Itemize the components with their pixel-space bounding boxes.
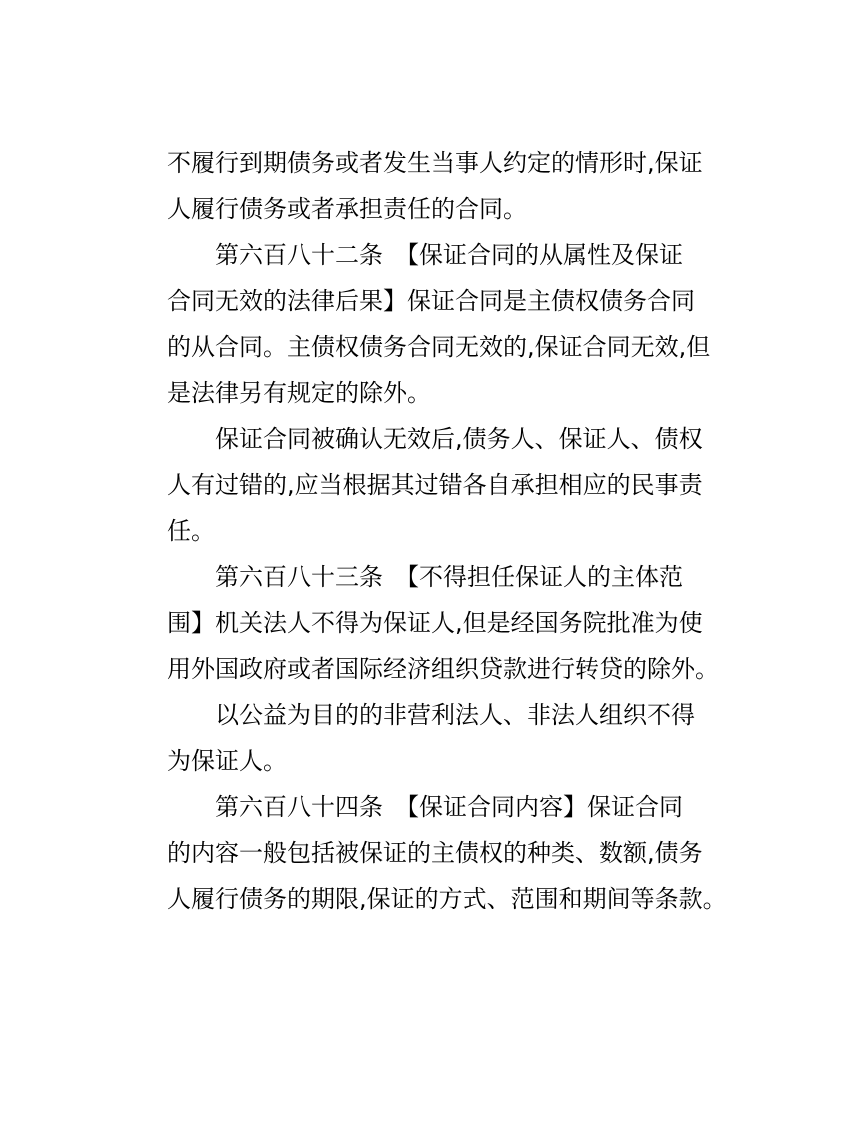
paragraph-start: 保证合同被确认无效后,债务人、保证人、债权 (215, 425, 703, 453)
text-line: 用外国政府或者国际经济组织贷款进行转贷的除外。 (167, 655, 719, 683)
text-line: 为保证人。 (167, 747, 287, 775)
text-line: 的从合同。主债权债务合同无效的,保证合同无效,但 (167, 333, 711, 361)
text-line: 不履行到期债务或者发生当事人约定的情形时,保证 (167, 149, 703, 177)
text-line: 任。 (167, 517, 215, 545)
text-line: 合同无效的法律后果】保证合同是主债权债务合同 (167, 287, 695, 315)
article-684-heading: 第六百八十四条 【保证合同内容】保证合同 (215, 793, 683, 821)
article-683-heading: 第六百八十三条 【不得担任保证人的主体范 (215, 563, 683, 591)
text-line: 人履行债务或者承担责任的合同。 (167, 195, 527, 223)
text-line: 人履行债务的期限,保证的方式、范围和期间等条款。 (167, 885, 727, 913)
text-line: 围】机关法人不得为保证人,但是经国务院批准为使 (167, 609, 703, 637)
text-line: 是法律另有规定的除外。 (167, 379, 431, 407)
article-682-heading: 第六百八十二条 【保证合同的从属性及保证 (215, 241, 683, 269)
text-line: 的内容一般包括被保证的主债权的种类、数额,债务 (167, 839, 703, 867)
paragraph-start: 以公益为目的的非营利法人、非法人组织不得 (215, 701, 695, 729)
text-line: 人有过错的,应当根据其过错各自承担相应的民事责 (167, 471, 703, 499)
